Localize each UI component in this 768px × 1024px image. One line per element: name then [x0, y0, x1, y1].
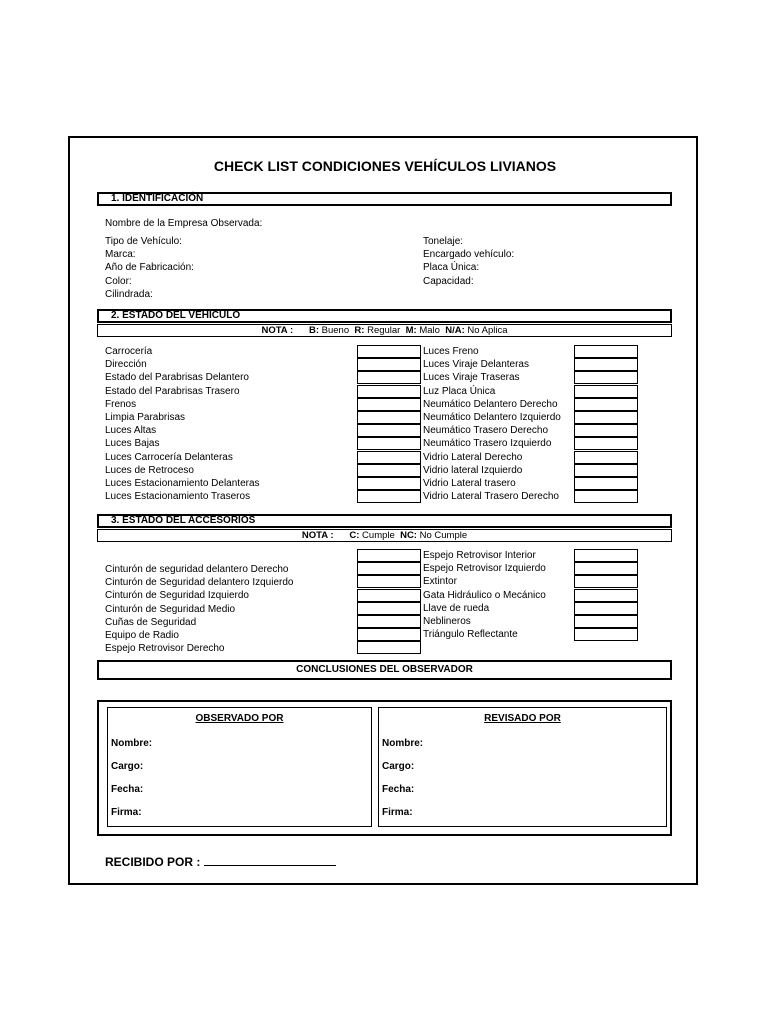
nota-b-key: B:	[308, 325, 319, 336]
accesorios-right-checkbox[interactable]	[574, 628, 638, 641]
recibido-signature-line[interactable]	[204, 854, 336, 866]
placa-label: Placa Única:	[423, 262, 480, 273]
section2-left-item-label: Luces Carrocería Delanteras	[105, 451, 233, 463]
tonelaje-label: Tonelaje:	[423, 236, 464, 247]
observado-nombre-label: Nombre:	[111, 738, 153, 749]
estado-left-checkbox[interactable]	[357, 345, 421, 358]
section2-left-item-label: Luces de Retroceso	[105, 464, 194, 476]
accesorios-left-checkbox[interactable]	[357, 602, 421, 615]
section3-left-item-label: Cinturón de Seguridad Izquierdo	[105, 590, 249, 602]
firmas-section	[97, 700, 672, 836]
color-label: Color:	[105, 276, 132, 287]
nota-b-text: Bueno	[321, 325, 350, 336]
estado-left-checkbox[interactable]	[357, 424, 421, 437]
nota-nc-key: NC:	[400, 530, 417, 541]
nota-estado-bar	[97, 324, 672, 337]
nota-r-key: R:	[354, 325, 365, 336]
form-title: CHECK LIST CONDICIONES VEHÍCULOS LIVIANOS	[213, 158, 557, 174]
accesorios-left-checkbox[interactable]	[357, 589, 421, 602]
anio-fabricacion-label: Año de Fabricación:	[105, 262, 194, 273]
section2-right-item-label: Luz Placa Única	[423, 385, 496, 397]
empresa-label: Nombre de la Empresa Observada:	[105, 218, 263, 229]
section2-left-item-label: Estado del Parabrisas Delantero	[105, 372, 249, 384]
section-identificacion-header: 1. IDENTIFICACIÓN	[97, 192, 672, 206]
section2-left-item-label: Luces Estacionamiento Traseros	[105, 491, 251, 503]
tipo-vehiculo-label: Tipo de Vehículo:	[105, 236, 182, 247]
section2-left-item-label: Estado del Parabrisas Trasero	[105, 385, 240, 397]
nota-na-text: No Aplica	[467, 325, 508, 336]
section3-left-item-label: Cinturón de Seguridad delantero Izquierdo	[105, 577, 294, 589]
marca-label: Marca:	[105, 249, 136, 260]
estado-left-checkbox[interactable]	[357, 477, 421, 490]
accesorios-left-checkbox[interactable]	[357, 549, 421, 562]
estado-left-checkbox[interactable]	[357, 464, 421, 477]
section3-left-item-label: Cuñas de Seguridad	[105, 616, 197, 628]
estado-left-checkbox[interactable]	[357, 385, 421, 398]
nota-accesorios-bar	[97, 529, 672, 542]
section2-right-item-label: Vidrio Lateral trasero	[423, 478, 516, 489]
accesorios-left-checkbox[interactable]	[357, 575, 421, 588]
revisado-cargo-label: Cargo:	[382, 761, 415, 772]
estado-right-checkbox[interactable]	[574, 451, 638, 464]
section2-left-item-label: Carrocería	[105, 346, 153, 357]
section2-right-item-label: Luces Viraje Traseras	[423, 372, 520, 384]
capacidad-label: Capacidad:	[423, 276, 474, 287]
revisado-box	[378, 707, 667, 827]
observado-firma-label: Firma:	[111, 807, 142, 818]
estado-left-checkbox[interactable]	[357, 490, 421, 503]
observado-cargo-label: Cargo:	[111, 761, 144, 772]
section2-right-item-label: Neumático Delantero Derecho	[423, 398, 558, 410]
recibido-por	[105, 854, 336, 869]
section3-left-item-label: Espejo Retrovisor Derecho	[105, 643, 225, 655]
accesorios-right-checkbox[interactable]	[574, 589, 638, 602]
accesorios-left-checkbox[interactable]	[357, 615, 421, 628]
section-accesorios-header: 3. ESTADO DEL ACCESORIOS	[97, 514, 672, 528]
nota-r-text: Regular	[367, 325, 401, 336]
checklist-form	[68, 136, 698, 885]
estado-left-checkbox[interactable]	[357, 451, 421, 464]
accesorios-right-checkbox[interactable]	[574, 575, 638, 588]
estado-left-checkbox[interactable]	[357, 371, 421, 384]
nota3-label: NOTA :	[301, 530, 334, 541]
nota-m-text: Malo	[419, 325, 440, 336]
section3-right-item-label: Llave de rueda	[423, 602, 490, 614]
conclusiones-header: CONCLUSIONES DEL OBSERVADOR	[97, 660, 672, 680]
estado-right-checkbox[interactable]	[574, 358, 638, 371]
estado-right-checkbox[interactable]	[574, 345, 638, 358]
nota-label: NOTA :	[261, 325, 294, 336]
revisado-fecha-label: Fecha:	[382, 784, 415, 795]
observado-box	[107, 707, 372, 827]
section3-right-item-label: Gata Hidráulico o Mecánico	[423, 589, 546, 601]
section2-right-item-label: Neumático Trasero Izquierdo	[423, 438, 552, 450]
section2-left-item-label: Frenos	[105, 398, 137, 410]
accesorios-left-checkbox[interactable]	[357, 641, 421, 654]
revisado-nombre-label: Nombre:	[382, 738, 424, 749]
section2-right-item-label: Vidrio Lateral Derecho	[423, 451, 523, 463]
estado-left-checkbox[interactable]	[357, 411, 421, 424]
section3-left-item-label: Cinturón de Seguridad Medio	[105, 603, 236, 615]
section2-left-item-label: Luces Altas	[105, 425, 157, 437]
section-estado-vehiculo-header: 2. ESTADO DEL VEHICULO	[97, 309, 672, 323]
section2-left-item-label: Dirección	[105, 359, 147, 371]
section3-right-item-label: Espejo Retrovisor Interior	[423, 550, 536, 561]
estado-left-checkbox[interactable]	[357, 437, 421, 450]
section2-left-item-label: Luces Estacionamiento Delanteras	[105, 478, 260, 489]
section2-right-item-label: Neumático Delantero Izquierdo	[423, 412, 561, 423]
encargado-label: Encargado vehículo:	[423, 249, 515, 260]
section3-left-item-label: Cinturón de seguridad delantero Derecho	[105, 564, 289, 575]
accesorios-left-checkbox[interactable]	[357, 562, 421, 575]
observado-fecha-label: Fecha:	[111, 784, 144, 795]
nota-m-key: M:	[405, 325, 417, 336]
estado-left-checkbox[interactable]	[357, 398, 421, 411]
section2-right-item-label: Luces Freno	[423, 346, 479, 357]
section2-right-item-label: Vidrio lateral Izquierdo	[423, 464, 523, 476]
accesorios-left-checkbox[interactable]	[357, 628, 421, 641]
estado-right-checkbox[interactable]	[574, 371, 638, 384]
nota-nc-text: No Cumple	[419, 530, 468, 541]
recibido-label: RECIBIDO POR :	[105, 855, 201, 869]
estado-right-checkbox[interactable]	[574, 490, 638, 503]
section3-right-item-label: Extintor	[423, 576, 457, 588]
estado-right-checkbox[interactable]	[574, 411, 638, 424]
revisado-firma-label: Firma:	[382, 807, 413, 818]
estado-left-checkbox[interactable]	[357, 358, 421, 371]
section2-left-item-label: Luces Bajas	[105, 438, 160, 450]
accesorios-right-checkbox[interactable]	[574, 602, 638, 615]
revisado-header: REVISADO POR	[484, 713, 561, 724]
estado-right-checkbox[interactable]	[574, 398, 638, 411]
estado-right-checkbox[interactable]	[574, 477, 638, 490]
section3-right-item-label: Neblineros	[423, 616, 471, 627]
section2-right-item-label: Neumático Trasero Derecho	[423, 425, 549, 437]
estado-right-checkbox[interactable]	[574, 424, 638, 437]
section2-right-item-label: Vidrio Lateral Trasero Derecho	[423, 491, 559, 503]
section3-left-item-label: Equipo de Radio	[105, 630, 179, 641]
estado-right-checkbox[interactable]	[574, 385, 638, 398]
observado-header: OBSERVADO POR	[195, 713, 284, 724]
accesorios-right-checkbox[interactable]	[574, 562, 638, 575]
accesorios-right-checkbox[interactable]	[574, 615, 638, 628]
estado-right-checkbox[interactable]	[574, 437, 638, 450]
section2-left-item-label: Limpia Parabrisas	[105, 412, 186, 423]
section2-right-item-label: Luces Viraje Delanteras	[423, 359, 529, 371]
nota-c-text: Cumple	[362, 530, 395, 541]
section3-right-item-label: Espejo Retrovisor Izquierdo	[423, 563, 546, 575]
cilindrada-label: Cilindrada:	[105, 289, 153, 300]
accesorios-right-checkbox[interactable]	[574, 549, 638, 562]
estado-right-checkbox[interactable]	[574, 464, 638, 477]
section3-right-item-label: Triángulo Reflectante	[423, 629, 518, 641]
nota-c-key: C:	[349, 530, 360, 541]
nota-na-key: N/A:	[445, 325, 465, 336]
